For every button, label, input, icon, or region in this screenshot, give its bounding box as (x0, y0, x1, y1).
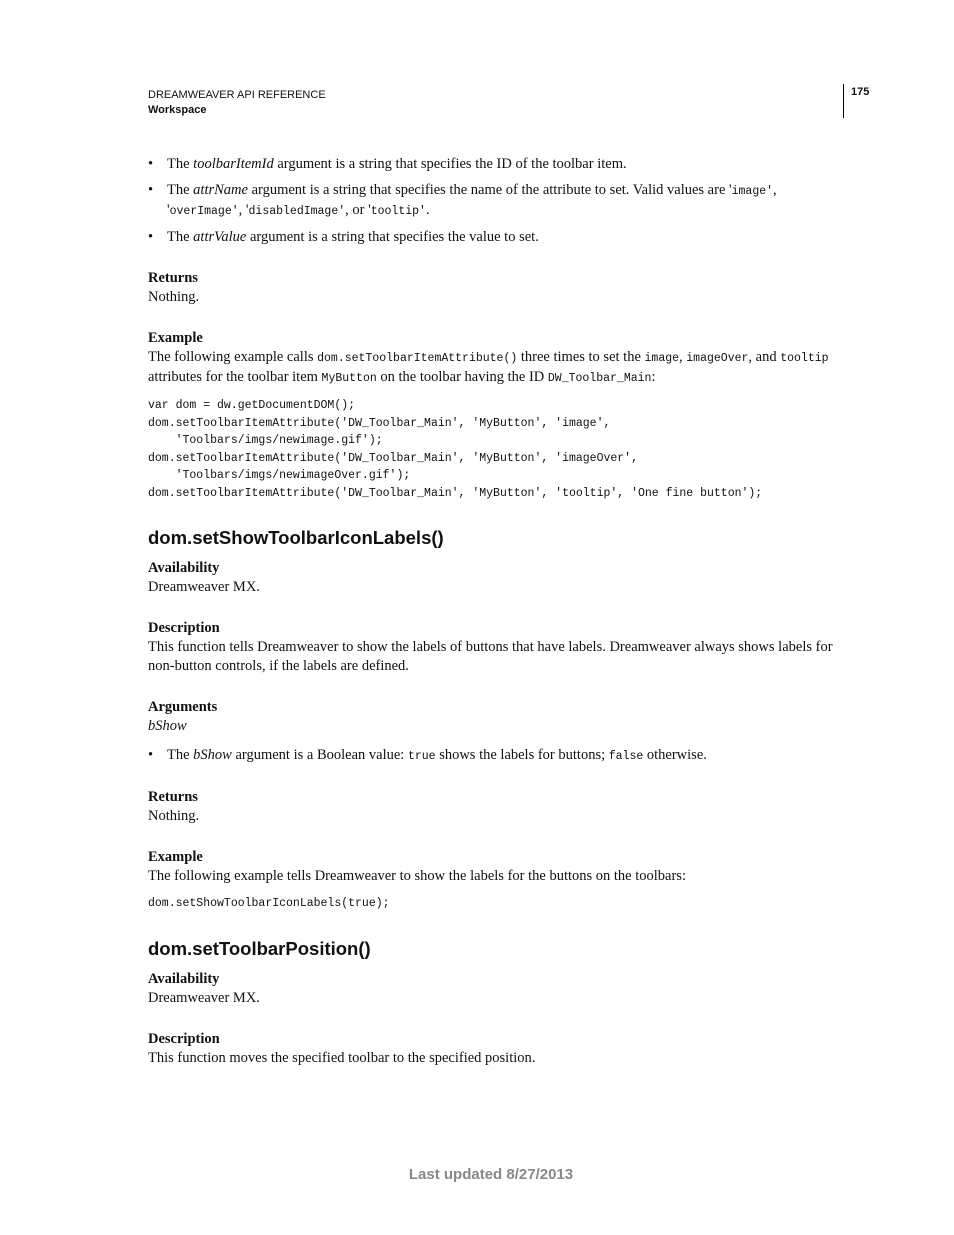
arguments-heading: Arguments (148, 699, 218, 715)
returns-heading: Returns (148, 789, 198, 805)
page-body (148, 155, 848, 1068)
function-title: dom.setToolbarPosition() (148, 937, 371, 959)
section-name: Workspace (148, 104, 207, 116)
example-heading: Example (148, 330, 203, 346)
returns-heading: Returns (148, 270, 198, 286)
returns-text: Nothing. (148, 808, 200, 824)
code-block: dom.setShowToolbarIconLabels(true); (148, 897, 390, 910)
document-title: DREAMWEAVER API REFERENCE (148, 89, 326, 101)
code-block: var dom = dw.getDocumentDOM(); dom.setToolbarItemAttribute('DW_Toolbar_Main', 'MyButton', 'image', 'Toolbars/imgs/newimage.gif'); dom.setToolbarItemAttribute('DW_Toolbar_Main', 'MyButton', 'imageOver', 'Toolbars/imgs/newimageOver.gif'); dom.setToolbarItemAttribute('DW_Toolbar_Main', 'MyButton', 'tooltip', 'One fine button'); (148, 399, 763, 500)
list-item: • The bShow argument is a Boolean value: true shows the labels for buttons; false otherwise. (148, 747, 707, 763)
example-text: The following example tells Dreamweaver to show the labels for the buttons on the toolbars: (148, 868, 686, 884)
availability-heading: Availability (148, 560, 220, 576)
description-heading: Description (148, 1030, 220, 1047)
footer-last-updated: Last updated 8/27/2013 (408, 1166, 574, 1183)
description-heading: Description (148, 620, 220, 636)
list-item: • The attrName argument is a string that specifies the name of the attribute to set. Valid values are 'image', 'overImage', 'disabledImage', or 'tooltip'. (148, 182, 777, 218)
function-title: dom.setShowToolbarIconLabels() (148, 527, 444, 548)
description-text: This function moves the specified toolbar to the specified position. (148, 1049, 536, 1066)
availability-text: Dreamweaver MX. (148, 579, 260, 595)
running-header (148, 88, 326, 118)
arguments-text: bShow (148, 718, 187, 734)
example-heading: Example (148, 849, 203, 865)
returns-text: Nothing. (148, 289, 200, 305)
availability-text: Dreamweaver MX. (148, 989, 260, 1006)
page-number: 175 (851, 86, 870, 98)
list-item: • The toolbarItemId argument is a string that specifies the ID of the toolbar item. (148, 156, 627, 172)
availability-heading: Availability (148, 970, 220, 987)
example-text: The following example calls dom.setToolbarItemAttribute() three times to set the image, imageOver, and tooltip attributes for the toolbar item MyButton on the toolbar having the ID DW_Toolbar_Main: (148, 349, 829, 385)
header-rule (843, 84, 844, 118)
description-text: This function tells Dreamweaver to show the labels of buttons that have labels. Dreamweaver always shows labels for non-button controls, if the labels are defined. (148, 639, 833, 674)
list-item: • The attrValue argument is a string that specifies the value to set. (148, 229, 539, 245)
